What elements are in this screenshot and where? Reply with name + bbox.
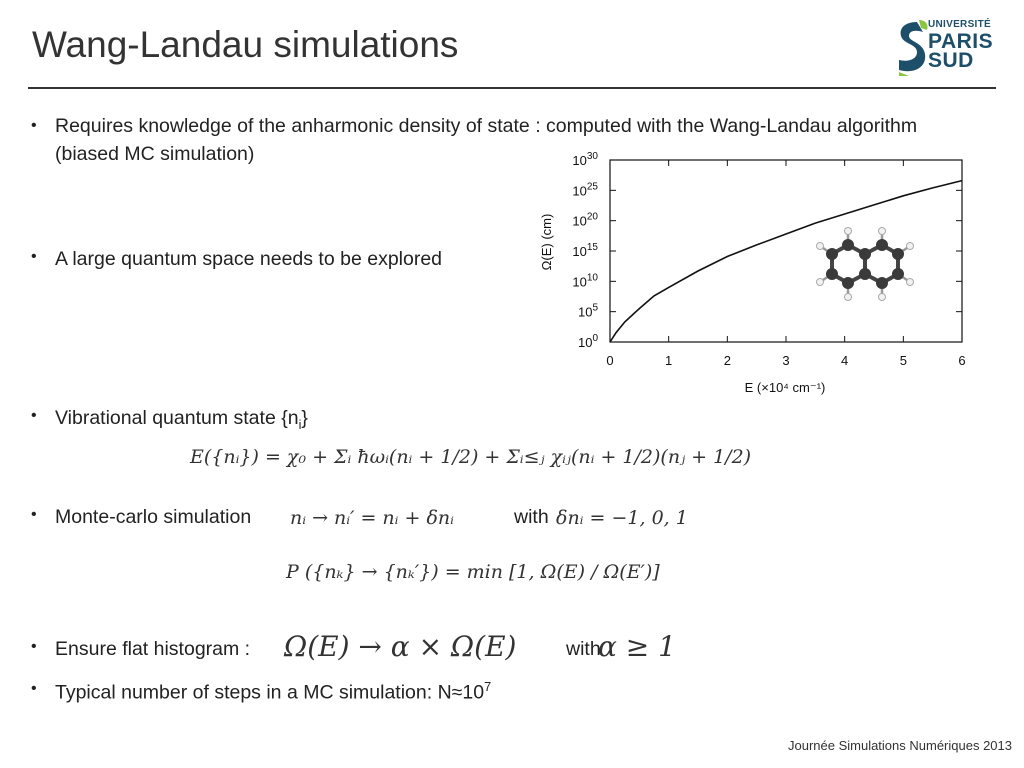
bullet-text-prefix: Vibrational quantum state {n: [55, 407, 299, 429]
slide-title: Wang-Landau simulations: [32, 24, 459, 65]
chart-plot-area: [610, 160, 962, 342]
mc-move-equation: nᵢ → nᵢ′ = nᵢ + δnᵢ: [290, 507, 454, 529]
chart-xtick-label: 2: [723, 353, 731, 368]
chart-xlabel: E (×10⁴ cm⁻¹): [744, 380, 826, 395]
title-divider: [28, 87, 996, 89]
bullet-dot: •: [31, 506, 37, 523]
mc-delta-equation: δnᵢ = −1, 0, 1: [556, 507, 688, 529]
logo-wordmark: [928, 20, 993, 71]
logo-line-paris: PARIS: [928, 30, 994, 53]
chart-ylabel: Ω(E) (cm): [539, 213, 554, 271]
bullet-vibrational-state: [31, 407, 308, 432]
bullet-dot: •: [31, 117, 37, 134]
flat-with-label: with: [566, 638, 601, 660]
chart-xtick-label: 1: [665, 353, 673, 368]
dos-curve: [610, 181, 962, 342]
logo-line-sud: SUD: [928, 49, 974, 72]
chart-xtick-label: 0: [606, 353, 614, 368]
mc-with-label: with: [514, 506, 549, 528]
chart-xtick-label: 5: [899, 353, 907, 368]
bullet-text-sub: i: [298, 417, 302, 432]
bullet-mc-steps: [31, 680, 492, 705]
chart-ytick-label: $10^{10}$: [572, 272, 598, 290]
bullet-text: Ensure flat histogram :: [55, 638, 251, 660]
density-of-states-chart: [535, 145, 980, 400]
energy-equation: E({nᵢ}) = χ₀ + Σᵢ ħωᵢ(nᵢ + 1/2) + Σᵢ≤ⱼ χᵢⱼ(nᵢ + 1/2)(nⱼ + 1/2): [190, 446, 752, 468]
chart-ytick-label: $10^{30}$: [572, 151, 598, 168]
bullet-exponent: 7: [484, 680, 492, 694]
naphthalene-molecule-icon: [817, 228, 914, 301]
bullet-text: Typical number of steps in a MC simulation: N≈10: [55, 681, 485, 704]
bullet-monte-carlo: [31, 506, 252, 529]
bullet-quantum-space: [31, 248, 443, 271]
flat-update-equation: Ω(E) → α × Ω(E): [284, 630, 517, 663]
bullet-dot: •: [31, 638, 37, 655]
bullet-flat-histogram: [31, 638, 251, 661]
chart-xtick-label: 4: [841, 353, 849, 368]
chart-xtick-label: 3: [782, 353, 790, 368]
bullet-dot: •: [31, 248, 37, 265]
acceptance-equation: P ({nₖ} → {nₖ′}) = min [1, Ω(E) / Ω(E′)]: [286, 561, 660, 583]
bullet-text: A large quantum space needs to be explored: [55, 248, 443, 270]
chart-ytick-label: $10^5$: [577, 302, 598, 320]
chart-xtick-label: 6: [958, 353, 966, 368]
chart-ytick-label: $10^{25}$: [572, 181, 598, 199]
chart-ytick-label: $10^{15}$: [572, 242, 598, 259]
bullet-text: Monte-carlo simulation: [55, 506, 252, 528]
logo-line-universite: UNIVERSITÉ: [928, 19, 992, 30]
bullet-text-suffix: }: [301, 407, 308, 429]
bullet-dot: •: [31, 680, 37, 697]
alpha-condition-equation: α ≥ 1: [598, 630, 676, 663]
slide-footer: Journée Simulations Numériques 2013: [787, 738, 1012, 753]
chart-ytick-label: $10^0$: [577, 333, 598, 350]
chart-ytick-label: $10^{20}$: [572, 211, 598, 229]
bullet-text: Requires knowledge of the anharmonic density of state : computed with the Wang-Landau algorithm (biased MC simulation): [55, 115, 918, 165]
bullet-dot: •: [31, 407, 37, 424]
